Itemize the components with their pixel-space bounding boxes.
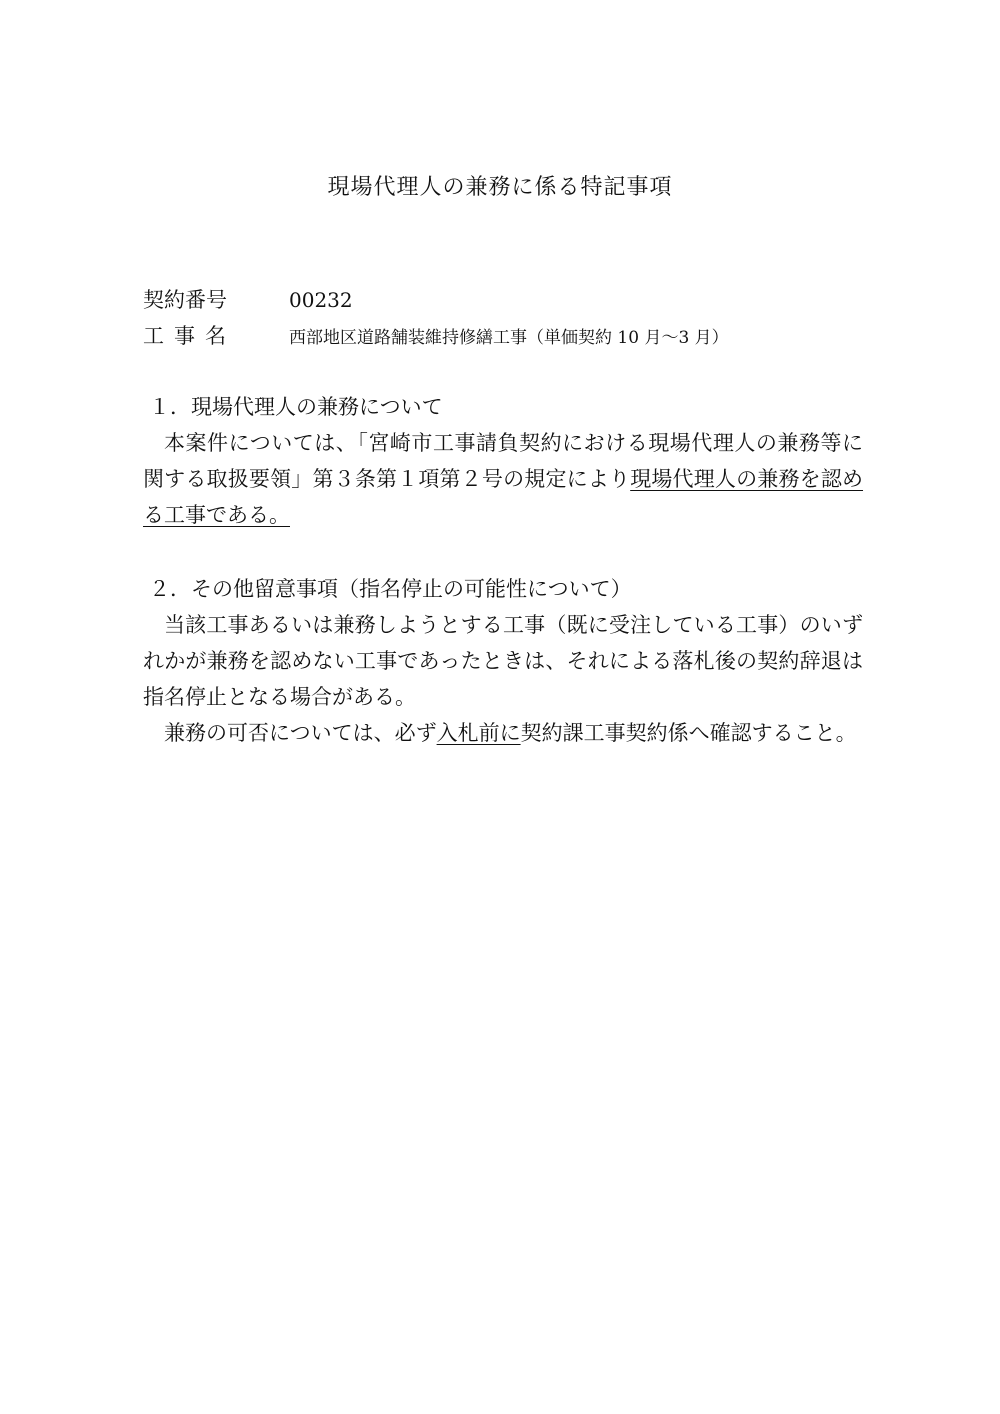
contract-number-value: 00232	[289, 288, 353, 312]
contract-number-label: 契約番号	[143, 288, 227, 312]
project-name-label: 工事名	[143, 324, 236, 348]
section-1-paragraph-text: 本案件については、「宮崎市工事請負契約における現場代理人の兼務等に関する取扱要領」第３条第１項第２号の規定により	[143, 431, 863, 491]
section-2-paragraph-2-after: 契約課工事契約係へ確認すること。	[520, 721, 857, 745]
section-2-underlined-text: 入札前に	[436, 721, 521, 745]
contract-number-row	[143, 284, 353, 314]
section-2-paragraph-1: 当該工事あるいは兼務しようとする工事（既に受注している工事）のいずれかが兼務を認めない工事であったときは、それによる落札後の契約辞退は指名停止となる場合がある。	[143, 613, 863, 709]
section-1-underlined-text: 現場代理人の兼務を認める工事である。	[143, 467, 864, 527]
section-2-heading: ２．その他留意事項（指名停止の可能性について）	[149, 577, 632, 601]
section-2-paragraph-2	[143, 715, 863, 751]
section-1-paragraph	[143, 425, 863, 533]
project-name-row	[143, 320, 729, 350]
document-title: 現場代理人の兼務に係る特記事項	[327, 175, 673, 200]
section-1-heading: １．現場代理人の兼務について	[149, 395, 443, 419]
section-2	[143, 571, 863, 751]
section-1	[143, 389, 863, 533]
project-name-value: 西部地区道路舗装維持修繕工事（単価契約 10 月～3 月）	[289, 328, 729, 348]
section-2-paragraph-2-before: 兼務の可否については、必ず	[164, 721, 437, 745]
